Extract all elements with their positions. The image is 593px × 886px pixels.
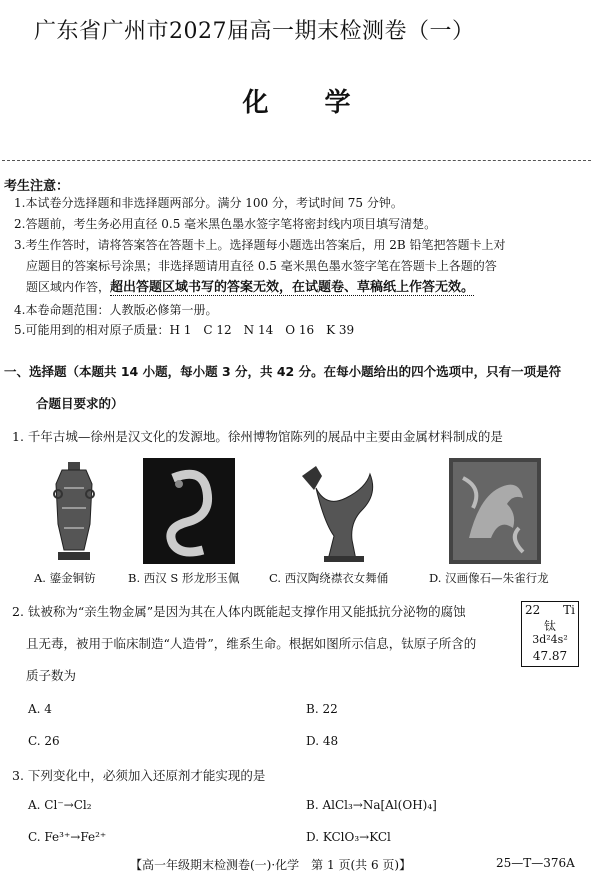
divider [2,160,591,161]
question-1-stem: 1. 千年古城—徐州是汉文化的发源地。徐州博物馆陈列的展品中主要由金属材料制成的是 [12,429,503,444]
jade-dragon-image [143,458,235,564]
option-b-caption: B. 西汉 S 形龙形玉佩 [128,571,240,585]
subject-title: 化学 [242,88,407,118]
q3-option-b: B. AlCl₃→Na[Al(OH)₄] [306,798,437,812]
electron-config: 3d²4s² [532,633,568,646]
q2-option-c: C. 26 [28,734,60,748]
section-heading: 一、选择题（本题共 14 小题，每小题 3 分，共 42 分。在每小题给出的四个选项中，只有一项是符 [4,364,562,379]
element-symbol: Ti [563,603,575,617]
section-heading-cont: 合题目要求的） [36,396,124,411]
option-c-caption: C. 西汉陶绕襟衣女舞俑 [269,571,389,585]
q3-option-d: D. KClO₃→KCl [306,830,391,844]
q3-option-a: A. Cl⁻→Cl₂ [28,798,92,812]
stone-relief-image [449,458,541,564]
notice-heading: 考生注意： [4,179,70,194]
question-2-line: 2. 钛被称为“亲生物金属”是因为其在人体内既能起支撑作用又能抵抗分泌物的腐蚀 [12,604,466,619]
exam-title: 广东省广州市2027届高一期末检测卷（一） [34,19,475,44]
notice-item: 应题目的答案标号涂黑；非选择题请用直径 0.5 毫米黑色墨水签字笔在答题卡上各题的答 [26,259,497,273]
bronze-vessel-image [28,458,120,564]
q2-option-b: B. 22 [306,702,338,716]
notice-item [26,277,474,298]
atomic-mass: 47.87 [532,649,568,663]
q3-option-c: C. Fe³⁺→Fe²⁺ [28,830,107,844]
option-a-caption: A. 鎏金铜钫 [34,571,96,585]
option-d-caption: D. 汉画像石—朱雀行龙 [429,571,549,585]
notice-item: 3.考生作答时，请将答案答在答题卡上。选择题每小题选出答案后，用 2B 铅笔把答题卡上对 [14,238,506,252]
notice-item-text: 题区域内作答， [26,280,111,294]
notice-item: 5.可能用到的相对原子质量：H 1 C 12 N 14 O 16 K 39 [14,323,355,337]
pottery-dancer-image [294,458,386,564]
element-name: 钛 [543,619,556,633]
notice-item: 1.本试卷分选择题和非选择题两部分。满分 100 分，考试时间 75 分钟。 [14,196,403,210]
atomic-number: 22 [525,603,541,617]
paper-code: 25—T—376A [496,856,575,870]
q2-option-a: A. 4 [28,702,52,716]
notice-item: 2.答题前，考生务必用直径 0.5 毫米黑色墨水签字笔将密封线内项目填写清楚。 [14,217,437,231]
titanium-element-card [521,601,579,667]
notice-item: 4.本卷命题范围：人教版必修第一册。 [14,303,218,317]
question-3-stem: 3. 下列变化中，必须加入还原剂才能实现的是 [12,768,266,783]
question-2-line: 质子数为 [26,668,77,683]
q2-option-d: D. 48 [306,734,339,748]
question-2-line: 且无毒，被用于临床制造“人造骨”，维系生命。根据如图所示信息，钛原子所含的 [26,636,477,651]
page-footer: 【高一年级期末检测卷(一)·化学 第 1 页(共 6 页)】 [130,858,412,872]
notice-emphasis: 超出答题区域书写的答案无效，在试题卷、草稿纸上作答无效。 [110,280,475,295]
